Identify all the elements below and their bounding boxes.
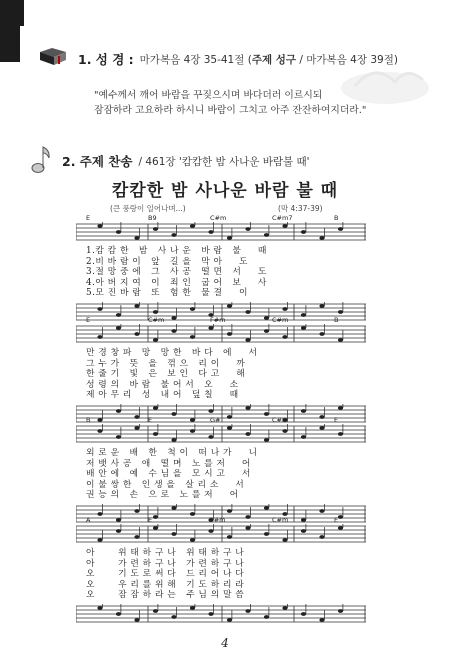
lyric-line: 제 아 무 리 성 내 어 덮 칠 때 [86, 390, 239, 400]
lyric-line: 저 뱃 사 공 애 떨 며 노 를 저 어 [86, 458, 251, 469]
scripture-quote [94, 88, 424, 118]
chord-symbol: F#m [210, 316, 226, 324]
scripture-reference [140, 52, 398, 67]
section-title-scripture: 1. 성 경 : [78, 52, 134, 67]
section-hymn [30, 144, 310, 178]
chord-symbol: E [148, 416, 153, 424]
chord-symbol: A [86, 516, 91, 524]
lyric-line: 오 잠 잠 하 라 는 주 님 의 말 씀 [86, 590, 245, 600]
lyric-line: 1.캄 캄 한 밤 사 나 운 바 람 불 때 [86, 246, 267, 256]
page-number: 4 [221, 636, 229, 650]
scripture-main: 마가복음 4장 35-41절 ( [139, 53, 252, 66]
chord-symbol: C#m [272, 316, 289, 324]
chord-symbol: C#m [272, 416, 289, 424]
chord-symbol: B9 [148, 214, 157, 222]
chord-symbol: B [86, 416, 91, 424]
lyric-line: 4.아 버 지 여 이 죄 인 굽 어 보 사 [86, 277, 267, 288]
treble-staff [76, 424, 366, 448]
lyric-line: 권 능 의 손 으 로 노 를 저 어 [86, 490, 239, 500]
treble-staff [76, 222, 366, 246]
treble-staff [76, 324, 366, 348]
theme-verse-label: 주제 성구 [251, 53, 297, 66]
lyric-line: 5.모 진 바 람 또 험 한 물 결 이 [86, 288, 249, 298]
chord-symbol: E [86, 214, 91, 222]
lyrics-block [86, 448, 356, 501]
lyrics-block [86, 348, 356, 401]
section-title-hymn: 2. 주제 찬송 [62, 154, 133, 169]
theme-verse-ref: / 마가복음 4장 39절) [296, 53, 398, 66]
chord-symbol: C#m7 [272, 214, 293, 222]
lyrics-block [86, 246, 356, 299]
lyric-line: 한 줄 기 빛 은 보 인 다 고 해 [86, 369, 246, 379]
chord-symbol: B [334, 214, 339, 222]
chord-symbol: C#m [210, 214, 227, 222]
hymn-title: 캄캄한 밤 사나운 바람 불 때 [111, 181, 339, 201]
section-scripture [38, 46, 398, 72]
lyric-line: 3.절 망 중 에 그 사 공 떨 면 서 도 [86, 267, 267, 277]
lyric-line: 2.비 바 람 이 앞 길 을 막 아 도 [86, 256, 249, 267]
bass-staff [76, 604, 366, 628]
chord-symbol: B [334, 316, 339, 324]
music-note-icon [30, 144, 52, 178]
lyric-line: 외 로 운 배 한 척 이 떠 나 가 니 [86, 448, 258, 458]
treble-staff [76, 524, 366, 548]
lyric-line: 아 가 련 하 구 나 가 련 하 구 나 [86, 558, 245, 569]
hymn-subtitle: (큰 풍랑이 일어나며...) [110, 204, 186, 213]
hymn-bible-ref: (막 4:37-39) [278, 204, 323, 213]
corner-decoration [0, 0, 20, 62]
chord-symbol: G# [210, 416, 221, 424]
lyric-line: 그 누 가 뜻 을 꺾 으 리 이 까 [86, 358, 246, 369]
quote-line-2: 잠잠하라 고요하라 하시니 바람이 그치고 아주 잔잔하여지더라." [94, 105, 367, 116]
lyric-line: 이 불 쌍 한 인 생 을 살 리 소 서 [86, 479, 245, 490]
chord-symbol: C#m [148, 316, 165, 324]
lyric-line: 아 위 태 하 구 나 위 태 하 구 나 [86, 548, 245, 558]
chord-symbol: E [334, 516, 339, 524]
lyric-line: 오 기 도 로 써 다 드 리 어 나 다 [86, 569, 245, 579]
corner-decoration-tab [20, 0, 24, 26]
lyric-line: 배 안 에 예 수 님 을 모 시 고 서 [86, 469, 251, 479]
hymn-reference: / 461장 '캄캄한 밤 사나운 바람불 때' [138, 155, 310, 168]
chord-symbol: C#m [272, 516, 289, 524]
bible-icon [38, 46, 68, 72]
chord-symbol: E [334, 416, 339, 424]
chord-symbol: E [86, 316, 91, 324]
lyric-line: 성 령 의 바 람 불 어 서 오 소 [86, 379, 239, 390]
lyrics-block [86, 548, 356, 601]
lyric-line: 오 우 리 를 위 해 기 도 하 리 라 [86, 579, 245, 590]
chord-symbol: E [148, 516, 153, 524]
quote-line-1: "예수께서 깨어 바람을 꾸짖으시며 바다더러 이르시되 [94, 90, 323, 101]
lyric-line: 만 경 창 파 망 망 한 바 다 에 서 [86, 348, 258, 358]
chord-symbol: F#m [210, 516, 226, 524]
